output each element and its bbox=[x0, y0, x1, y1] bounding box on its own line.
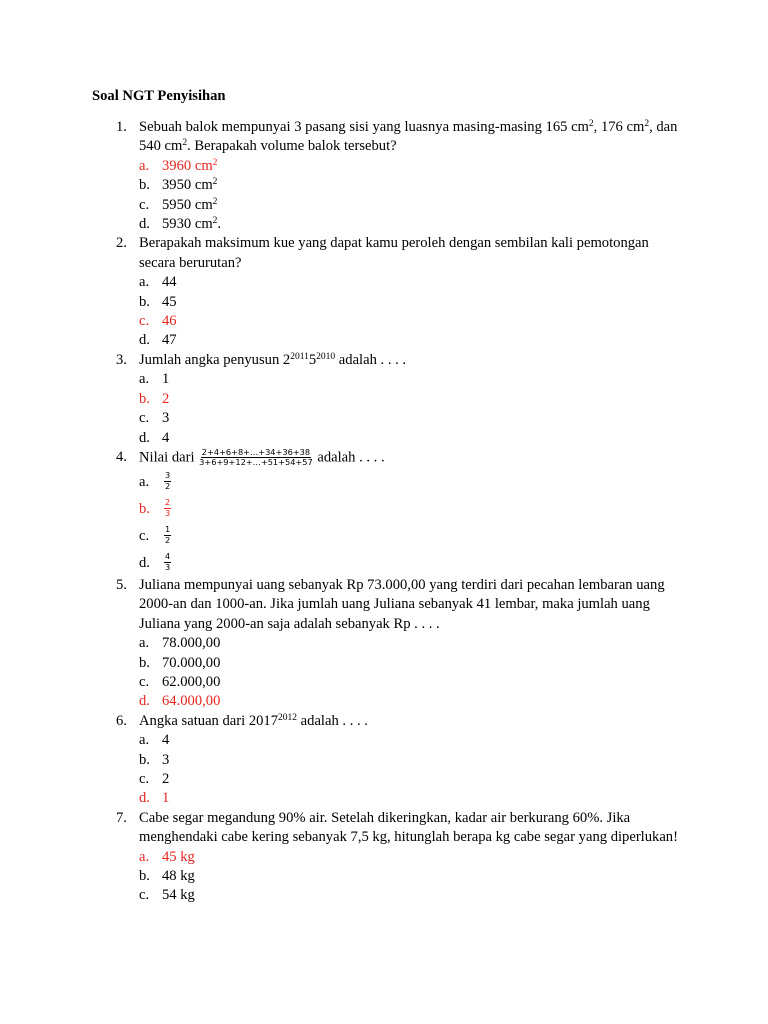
question-text: Berapakah maksimum kue yang dapat kamu peroleh dengan sembilan kali pemotongan secara berurutan? bbox=[139, 235, 649, 271]
option-list bbox=[139, 370, 682, 448]
question-number: 6. bbox=[116, 712, 127, 729]
option-b: b. 48 kg bbox=[139, 868, 195, 884]
option-a: a. 3960 $cm^2$ bbox=[139, 157, 218, 174]
question-text: Jumlah angka penyusun $2^{2011}5^{2010}$ adalah . . . . bbox=[139, 351, 407, 368]
page-title: Soal NGT Penyisihan bbox=[92, 88, 226, 104]
option-list bbox=[139, 731, 682, 809]
question-number: 2. bbox=[116, 235, 127, 252]
option-b: b. 3950 $cm^2$ bbox=[139, 177, 218, 194]
option-a: a. 45 kg bbox=[139, 848, 195, 865]
option-d: d. 1 bbox=[139, 790, 170, 807]
option-a: a. 4 bbox=[139, 732, 170, 749]
question-text: Juliana mempunyai uang sebanyak Rp 73.000,00 yang terdiri dari pecahan lembaran uang 2000-an dan 1000-an. Jika jumlah uang Juliana sebanyak 41 lembar, maka jumlah uang Juliana yang 2000-an saja adalah sebanyak Rp . . . . bbox=[139, 576, 665, 632]
option-fraction: $\frac{2}{3}$ bbox=[165, 497, 171, 518]
option-fraction: $\frac{1}{2}$ bbox=[165, 524, 171, 545]
question-2 bbox=[92, 234, 682, 350]
option-c: c. 62.000,00 bbox=[139, 673, 221, 690]
fraction-numerator: 2+4+6+8+…+34+36+38 bbox=[201, 446, 311, 457]
option-d: d. 47 bbox=[139, 332, 177, 349]
question-number: 1. bbox=[116, 119, 127, 135]
option-d: d. $\frac{4}{3}$ bbox=[139, 551, 171, 572]
option-b: b. $\frac{2}{3}$ bbox=[139, 497, 171, 518]
question-text: Nilai dari $\frac{2+4+6+8+\dots+34+36+38}{3+6+9+12+\dots+51+54+57}$ adalah . . . . bbox=[139, 446, 385, 468]
question-5 bbox=[92, 576, 682, 712]
option-list bbox=[139, 157, 682, 235]
option-fraction: $\frac{4}{3}$ bbox=[165, 551, 171, 572]
option-c: c. 5950 $cm^2$ bbox=[139, 196, 218, 213]
option-d: d. 4 bbox=[139, 429, 170, 446]
sum-fraction bbox=[198, 448, 314, 468]
question-number: 5. bbox=[116, 576, 127, 593]
option-a: a. 1 bbox=[139, 371, 170, 388]
question-4 bbox=[92, 448, 682, 576]
question-3 bbox=[92, 351, 682, 448]
option-c: c. 2 bbox=[139, 770, 170, 787]
question-text: Cabe segar megandung 90% air. Setelah dikeringkan, kadar air berkurang 60%. Jika menghendaki cabe kering sebanyak 7,5 kg, hitunglah berapa kg cabe segar yang diperlukan! bbox=[139, 809, 678, 846]
option-list bbox=[139, 634, 682, 712]
option-a: a. 78.000,00 bbox=[139, 635, 221, 652]
question-list bbox=[92, 118, 682, 906]
option-list bbox=[139, 273, 682, 351]
question-text: Angka satuan dari $2017^{2012}$ adalah . . . . bbox=[139, 712, 368, 729]
option-d: d. 64.000,00 bbox=[139, 693, 221, 710]
question-number: 3. bbox=[116, 351, 127, 368]
option-b: b. 70.000,00 bbox=[139, 654, 221, 671]
question-1 bbox=[92, 118, 682, 234]
question-7 bbox=[92, 809, 682, 906]
option-a: a. $\frac{3}{2}$ bbox=[139, 470, 171, 491]
option-c: c. $\frac{1}{2}$ bbox=[139, 524, 171, 545]
question-number: 4. bbox=[116, 448, 127, 465]
option-c: c. 3 bbox=[139, 410, 170, 427]
question-number: 7. bbox=[116, 809, 127, 826]
option-d: d. 5930 $cm^2$. bbox=[139, 216, 222, 233]
option-fraction: $\frac{3}{2}$ bbox=[165, 470, 171, 491]
option-b: b. 3 bbox=[139, 751, 170, 768]
option-a: a. 44 bbox=[139, 274, 177, 291]
option-c: c. 54 kg bbox=[139, 887, 195, 904]
option-list bbox=[139, 848, 682, 906]
option-b: b. 2 bbox=[139, 390, 170, 407]
option-list bbox=[139, 468, 682, 576]
fraction-denominator: 3+6+9+12+…+51+54+57 bbox=[199, 457, 313, 468]
question-text: Sebuah balok mempunyai 3 pasang sisi yang luasnya masing-masing 165 $cm^2$, 176 $cm^2$, dan 540 $cm^2$. Berapakah volume balok tersebut? bbox=[139, 119, 678, 155]
option-b: b. 45 bbox=[139, 293, 177, 310]
option-c: c. 46 bbox=[139, 313, 177, 330]
question-6 bbox=[92, 712, 682, 809]
